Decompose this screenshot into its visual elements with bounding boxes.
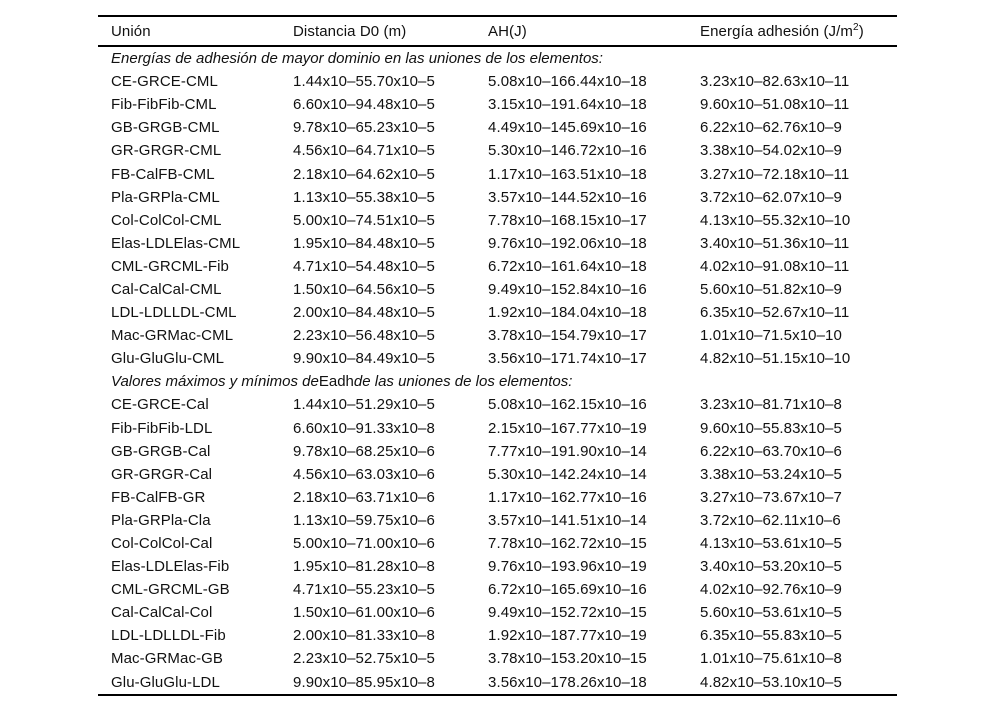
table-cell: 3.72x10–62.07x10–9 bbox=[700, 188, 842, 206]
table-row bbox=[98, 93, 897, 116]
table-cell: 6.72x10–161.64x10–18 bbox=[488, 257, 647, 275]
table-cell: 3.57x10–141.51x10–14 bbox=[488, 511, 647, 529]
table-cell: Pla-GRPla-Cla bbox=[111, 511, 211, 529]
table-cell: Mac-GRMac-CML bbox=[111, 327, 234, 345]
table-cell: 4.02x10–91.08x10–11 bbox=[700, 257, 850, 275]
table-cell: 1.50x10–64.56x10–5 bbox=[293, 280, 435, 298]
table-row bbox=[98, 70, 897, 93]
table-row bbox=[98, 301, 897, 324]
table-cell: 3.27x10–73.67x10–7 bbox=[700, 488, 842, 506]
table-cell: 1.01x10–71.5x10–10 bbox=[700, 327, 842, 345]
table-cell: 5.08x10–162.15x10–16 bbox=[488, 396, 647, 414]
table-cell: 3.23x10–81.71x10–8 bbox=[700, 396, 842, 414]
table-cell: Glu-GluGlu-CML bbox=[111, 350, 225, 368]
table-cell: 9.78x10–65.23x10–5 bbox=[293, 119, 435, 137]
table-cell: 6.35x10–55.83x10–5 bbox=[700, 627, 842, 645]
table-row bbox=[98, 463, 897, 486]
table-cell: Fib-FibFib-CML bbox=[111, 96, 217, 114]
table-header-row bbox=[98, 17, 897, 45]
table-row bbox=[98, 393, 897, 416]
section-title-row bbox=[98, 47, 897, 70]
table-cell: 3.38x10–54.02x10–9 bbox=[700, 142, 842, 160]
table-cell: 3.57x10–144.52x10–16 bbox=[488, 188, 647, 206]
table-cell: 5.00x10–74.51x10–5 bbox=[293, 211, 435, 229]
table-cell: 2.23x10–56.48x10–5 bbox=[293, 327, 435, 345]
table-cell: 4.82x10–53.10x10–5 bbox=[700, 673, 842, 691]
table-cell: 1.17x10–162.77x10–16 bbox=[488, 488, 647, 506]
table-cell: GB-GRGB-Cal bbox=[111, 442, 211, 460]
table-cell: 9.76x10–192.06x10–18 bbox=[488, 234, 647, 252]
table-row bbox=[98, 624, 897, 647]
table-cell: Pla-GRPla-CML bbox=[111, 188, 220, 206]
table-cell: 5.30x10–142.24x10–14 bbox=[488, 465, 647, 483]
table-cell: 1.92x10–187.77x10–19 bbox=[488, 627, 647, 645]
table-row bbox=[98, 209, 897, 232]
table-cell: 4.56x10–64.71x10–5 bbox=[293, 142, 435, 160]
table-cell: 3.23x10–82.63x10–11 bbox=[700, 73, 850, 91]
table-row bbox=[98, 555, 897, 578]
table-cell: Elas-LDLElas-Fib bbox=[111, 558, 230, 576]
header-union: Unión bbox=[111, 22, 151, 40]
table-cell: 1.44x10–55.70x10–5 bbox=[293, 73, 435, 91]
table-cell: 9.60x10–55.83x10–5 bbox=[700, 419, 842, 437]
table-cell: CE-GRCE-CML bbox=[111, 73, 218, 91]
table-cell: 2.15x10–167.77x10–19 bbox=[488, 419, 647, 437]
table-cell: 2.18x10–64.62x10–5 bbox=[293, 165, 435, 183]
table-cell: 4.71x10–54.48x10–5 bbox=[293, 257, 435, 275]
table-cell: 6.22x10–62.76x10–9 bbox=[700, 119, 842, 137]
section-title-symbol: Eadh bbox=[318, 373, 354, 391]
table-cell: 3.72x10–62.11x10–6 bbox=[700, 511, 841, 529]
table-cell: 2.18x10–63.71x10–6 bbox=[293, 488, 435, 506]
table-cell: Col-ColCol-CML bbox=[111, 211, 222, 229]
table-cell: 9.76x10–193.96x10–19 bbox=[488, 558, 647, 576]
table-cell: 5.08x10–166.44x10–18 bbox=[488, 73, 647, 91]
section-title-row bbox=[98, 370, 897, 393]
table-cell: 6.60x10–94.48x10–5 bbox=[293, 96, 435, 114]
adhesion-energy-table bbox=[98, 15, 897, 696]
table-cell: CE-GRCE-Cal bbox=[111, 396, 209, 414]
table-cell: CML-GRCML-GB bbox=[111, 581, 230, 599]
table-body bbox=[98, 47, 897, 694]
table-cell: 4.49x10–145.69x10–16 bbox=[488, 119, 647, 137]
table-cell: FB-CalFB-GR bbox=[111, 488, 206, 506]
table-cell: 7.78x10–162.72x10–15 bbox=[488, 535, 647, 553]
table-row bbox=[98, 116, 897, 139]
table-cell: 1.95x10–84.48x10–5 bbox=[293, 234, 435, 252]
table-cell: 4.56x10–63.03x10–6 bbox=[293, 465, 435, 483]
table-cell: 1.17x10–163.51x10–18 bbox=[488, 165, 647, 183]
table-cell: Elas-LDLElas-CML bbox=[111, 234, 241, 252]
header-energia-sup: 2 bbox=[853, 21, 859, 33]
table-cell: Fib-FibFib-LDL bbox=[111, 419, 213, 437]
table-cell: 2.00x10–81.33x10–8 bbox=[293, 627, 435, 645]
table-row bbox=[98, 278, 897, 301]
table-cell: 6.35x10–52.67x10–11 bbox=[700, 304, 850, 322]
table-cell: LDL-LDLLDL-Fib bbox=[111, 627, 226, 645]
table-cell: 3.38x10–53.24x10–5 bbox=[700, 465, 842, 483]
table-cell: 3.40x10–51.36x10–11 bbox=[700, 234, 850, 252]
table-cell: 1.44x10–51.29x10–5 bbox=[293, 396, 435, 414]
table-row bbox=[98, 578, 897, 601]
table-cell: 2.00x10–84.48x10–5 bbox=[293, 304, 435, 322]
table-cell: 9.78x10–68.25x10–6 bbox=[293, 442, 435, 460]
table-cell: GR-GRGR-CML bbox=[111, 142, 222, 160]
table-row bbox=[98, 532, 897, 555]
table-row bbox=[98, 601, 897, 624]
table-cell: 9.90x10–85.95x10–8 bbox=[293, 673, 435, 691]
table-cell: 6.72x10–165.69x10–16 bbox=[488, 581, 647, 599]
table-cell: 3.78x10–154.79x10–17 bbox=[488, 327, 647, 345]
section-title: Energías de adhesión de mayor dominio en las uniones de los elementos: bbox=[111, 50, 603, 68]
table-cell: 9.49x10–152.72x10–15 bbox=[488, 604, 647, 622]
section-title-part: Valores máximos y mínimos de bbox=[111, 373, 319, 391]
table-cell: 2.23x10–52.75x10–5 bbox=[293, 650, 435, 668]
table-cell: 9.90x10–84.49x10–5 bbox=[293, 350, 435, 368]
table-cell: 4.13x10–55.32x10–10 bbox=[700, 211, 851, 229]
header-energia bbox=[700, 23, 897, 40]
table-cell: Col-ColCol-Cal bbox=[111, 535, 213, 553]
table-cell: 1.01x10–75.61x10–8 bbox=[700, 650, 842, 668]
table-cell: GB-GRGB-CML bbox=[111, 119, 220, 137]
table-cell: GR-GRGR-Cal bbox=[111, 465, 213, 483]
table-cell: Cal-CalCal-CML bbox=[111, 280, 222, 298]
section-title-part: de las uniones de los elementos: bbox=[353, 373, 573, 391]
table-row bbox=[98, 139, 897, 162]
table-cell: 7.77x10–191.90x10–14 bbox=[488, 442, 647, 460]
table-row bbox=[98, 647, 897, 670]
header-ah: AH(J) bbox=[488, 22, 527, 40]
table-cell: 3.15x10–191.64x10–18 bbox=[488, 96, 647, 114]
table-row bbox=[98, 486, 897, 509]
table-cell: 7.78x10–168.15x10–17 bbox=[488, 211, 647, 229]
header-energia-close: ) bbox=[858, 22, 864, 40]
table-cell: LDL-LDLLDL-CML bbox=[111, 304, 237, 322]
table-cell: 6.60x10–91.33x10–8 bbox=[293, 419, 435, 437]
table-row bbox=[98, 162, 897, 185]
table-row bbox=[98, 440, 897, 463]
table-cell: 9.60x10–51.08x10–11 bbox=[700, 96, 850, 114]
table-cell: 1.13x10–59.75x10–6 bbox=[293, 511, 435, 529]
table-row bbox=[98, 255, 897, 278]
header-distancia: Distancia D0 (m) bbox=[293, 22, 407, 40]
table-cell: 3.56x10–171.74x10–17 bbox=[488, 350, 647, 368]
table-row bbox=[98, 509, 897, 532]
table-cell: 5.00x10–71.00x10–6 bbox=[293, 535, 435, 553]
table-row bbox=[98, 417, 897, 440]
table-cell: 4.71x10–55.23x10–5 bbox=[293, 581, 435, 599]
table-row bbox=[98, 324, 897, 347]
table-cell: 6.22x10–63.70x10–6 bbox=[700, 442, 842, 460]
table-cell: FB-CalFB-CML bbox=[111, 165, 215, 183]
table-cell: 5.60x10–53.61x10–5 bbox=[700, 604, 842, 622]
table-cell: Cal-CalCal-Col bbox=[111, 604, 213, 622]
table-cell: 1.50x10–61.00x10–6 bbox=[293, 604, 435, 622]
table-cell: 3.78x10–153.20x10–15 bbox=[488, 650, 647, 668]
table-cell: CML-GRCML-Fib bbox=[111, 257, 229, 275]
table-cell: 1.95x10–81.28x10–8 bbox=[293, 558, 435, 576]
table-cell: 4.13x10–53.61x10–5 bbox=[700, 535, 842, 553]
table-cell: 4.02x10–92.76x10–9 bbox=[700, 581, 842, 599]
table-bottom-rule bbox=[98, 694, 897, 696]
table-cell: 3.27x10–72.18x10–11 bbox=[700, 165, 850, 183]
table-cell: 4.82x10–51.15x10–10 bbox=[700, 350, 851, 368]
table-cell: 5.60x10–51.82x10–9 bbox=[700, 280, 842, 298]
table-cell: Glu-GluGlu-LDL bbox=[111, 673, 220, 691]
table-cell: 3.56x10–178.26x10–18 bbox=[488, 673, 647, 691]
table-row bbox=[98, 347, 897, 370]
table-row bbox=[98, 671, 897, 694]
table-row bbox=[98, 232, 897, 255]
table-row bbox=[98, 186, 897, 209]
table-cell: 1.92x10–184.04x10–18 bbox=[488, 304, 647, 322]
table-cell: 3.40x10–53.20x10–5 bbox=[700, 558, 842, 576]
table-cell: 5.30x10–146.72x10–16 bbox=[488, 142, 647, 160]
table-cell: 9.49x10–152.84x10–16 bbox=[488, 280, 647, 298]
table-cell: 1.13x10–55.38x10–5 bbox=[293, 188, 435, 206]
table-cell: Mac-GRMac-GB bbox=[111, 650, 224, 668]
header-energia-text: Energía adhesión (J/m bbox=[700, 22, 854, 40]
